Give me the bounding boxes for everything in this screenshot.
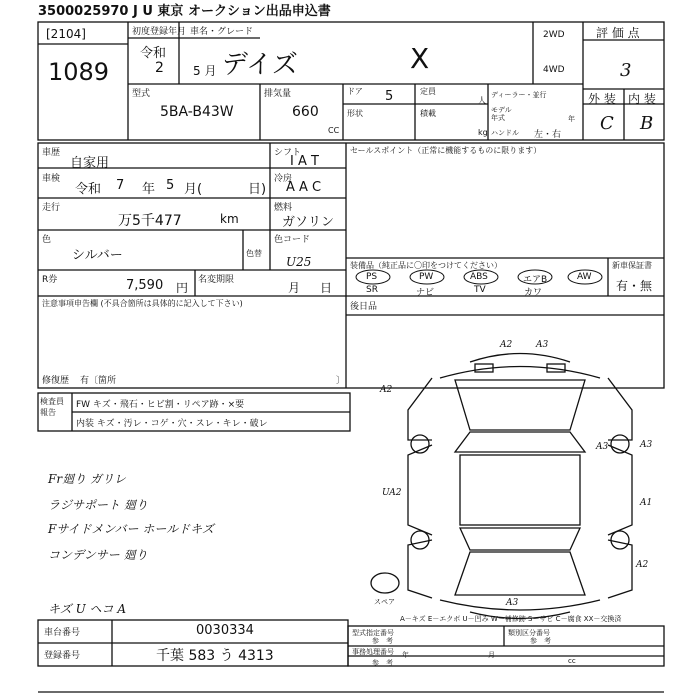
reference-label-2: 参 考 xyxy=(530,637,551,645)
handwritten-note-2: ラジサポート 廻り xyxy=(48,498,148,512)
handwritten-note-4: コンデンサー 廻り xyxy=(48,548,148,562)
load-label: 積載 xyxy=(420,109,436,118)
capacity-label: 定員 xyxy=(420,87,436,96)
equip-leather: カワ xyxy=(524,288,543,298)
chassis-label: 車台番号 xyxy=(44,628,81,638)
color-code: U25 xyxy=(286,255,312,269)
shape-label: 形状 xyxy=(347,109,363,118)
reference-label-1: 参 考 xyxy=(372,637,393,645)
inspection-month: 5 xyxy=(166,178,175,193)
equip-ps: PS xyxy=(366,272,378,282)
displacement-label: 排気量 xyxy=(264,89,292,99)
inspection-label: 車検 xyxy=(42,174,61,184)
car-name: デイズ xyxy=(222,50,298,80)
interior-grade: B xyxy=(640,113,654,134)
equip-sr: SR xyxy=(366,285,378,295)
plate-value: 千葉 583 う 4313 xyxy=(156,648,274,664)
r-ken-unit: 円 xyxy=(176,281,189,295)
usage-label: 車歴 xyxy=(42,148,61,158)
name-change-month: 月 xyxy=(288,281,301,295)
repair-close: 〕 xyxy=(336,376,346,386)
car-diagram xyxy=(371,354,632,619)
displacement-value: 660 xyxy=(292,104,319,120)
inspection-day-close: 日) xyxy=(248,182,267,197)
sales-point-label: セールスポイント（正常に機能するものに限ります） xyxy=(350,146,542,155)
diagram-mark: A2 xyxy=(636,560,649,570)
fuel-value: ガソリン xyxy=(282,215,335,230)
transmission-label: シフト xyxy=(274,148,302,158)
inspection-month-unit: 月( xyxy=(184,182,203,197)
registration-year: 2 xyxy=(155,60,164,76)
registration-label: 初度登録年月 xyxy=(132,27,187,37)
diagram-legend: A－キズ E－エクボ U－凹み W－補修跡 S－サビ C－腐食 XX－交換済 xyxy=(400,615,622,623)
kg-unit: kg xyxy=(478,128,488,137)
color-label: 色 xyxy=(42,235,52,245)
handwritten-note-3: Fサイドメンバー ホールドキズ xyxy=(48,522,214,536)
model-label: 型式 xyxy=(132,89,151,99)
diagram-mark: A1 xyxy=(640,498,653,508)
mileage-unit: km xyxy=(220,212,239,226)
doors-value: 5 xyxy=(385,89,394,104)
year-unit: 年 xyxy=(568,115,575,123)
diagram-mark: A3 xyxy=(640,440,653,450)
car-grade: X xyxy=(410,42,430,75)
diagram-mark: A2 xyxy=(380,385,393,395)
registration-month: 5 月 xyxy=(193,64,217,78)
cc-mark: cc xyxy=(568,657,576,665)
spare-label: スペア xyxy=(374,598,395,606)
diagram-mark: UA2 xyxy=(382,488,402,498)
exterior-grade: C xyxy=(600,113,614,134)
car-name-label: 車名・グレード xyxy=(190,27,254,37)
lot-number: 1089 xyxy=(48,58,110,86)
diagram-mark: A3 xyxy=(596,442,609,452)
usage-value: 自家用 xyxy=(70,156,110,171)
transmission-value: I A T xyxy=(290,154,319,169)
mileage-value: 万5千477 xyxy=(118,213,182,229)
type-designation-label: 型式指定番号 xyxy=(352,629,394,637)
year-mark: 年 xyxy=(402,651,409,659)
chassis-value: 0030334 xyxy=(196,623,254,638)
new-car-warranty-value: 有・無 xyxy=(616,279,653,293)
capacity-unit: 人 xyxy=(478,96,486,105)
name-change-day: 日 xyxy=(320,281,333,295)
inspection-year-unit: 年 xyxy=(142,182,156,197)
model-value: 5BA-B43W xyxy=(160,104,234,120)
diagram-mark: A3 xyxy=(536,340,549,350)
after-items-label: 後日品 xyxy=(350,302,378,312)
equip-aw: AW xyxy=(577,272,592,282)
model-year-label: モデル 年式 xyxy=(491,106,512,122)
handwritten-note-5: キズ U ヘコ A xyxy=(48,602,126,616)
r-ken-value: 7,590 xyxy=(126,278,164,293)
equip-airbag: エアB xyxy=(523,275,548,285)
month-mark: 月 xyxy=(488,651,495,659)
inspector-exterior-row: FW キズ・飛石・ヒビ割・リペア跡・×要 xyxy=(76,400,245,410)
aircon-value: A A C xyxy=(286,180,322,195)
office-number-label: 事務処理番号 xyxy=(352,648,394,656)
equip-navi: ナビ xyxy=(416,288,435,298)
inspector-label: 検査員 報告 xyxy=(40,397,64,417)
exterior-label: 外 装 xyxy=(588,92,616,106)
notes-label: 注意事項申告欄 (不具合箇所は具体的に記入して下さい) xyxy=(42,299,243,308)
name-change-label: 名変期限 xyxy=(198,275,235,285)
diagram-mark: A2 xyxy=(500,340,513,350)
color-code-label: 色コード xyxy=(274,235,311,245)
interior-label: 内 装 xyxy=(628,92,656,106)
mileage-label: 走行 xyxy=(42,203,61,213)
equip-tv: TV xyxy=(474,285,486,295)
inspector-interior-row: 内装 キズ・汚レ・コゲ・穴・スレ・キレ・破レ xyxy=(76,419,268,429)
drive-2wd: 2WD xyxy=(543,30,565,40)
equip-pw: PW xyxy=(419,272,434,282)
form-title: 3500025970 J U 東京 オークション出品申込書 xyxy=(38,4,331,19)
inspection-year: 7 xyxy=(116,178,125,193)
repair-value: 有〔箇所 xyxy=(80,376,117,386)
new-car-warranty-label: 新車保証書 xyxy=(612,261,652,270)
doors-label: ドア xyxy=(347,87,363,96)
handwritten-note-1: Fr廻り ガリレ xyxy=(48,472,126,486)
reference-label-3: 参 考 xyxy=(372,659,393,667)
color-swap-label: 色替 xyxy=(246,249,262,258)
dealer-label: ディーラー・並行 xyxy=(491,91,547,99)
drive-4wd: 4WD xyxy=(543,65,565,75)
rating-score: 3 xyxy=(620,60,632,81)
lot-code: [2104] xyxy=(46,27,86,41)
plate-label: 登録番号 xyxy=(44,651,81,661)
category-number-label: 類別区分番号 xyxy=(508,629,550,637)
diagram-mark: A3 xyxy=(506,598,519,608)
registration-era: 令和 xyxy=(140,46,167,61)
inspection-era: 令和 xyxy=(75,182,102,197)
equip-abs: ABS xyxy=(470,272,488,282)
repair-label: 修復歴 xyxy=(42,376,70,386)
r-ken-label: R券 xyxy=(42,275,58,285)
aircon-label: 冷房 xyxy=(274,174,293,184)
fuel-label: 燃料 xyxy=(274,203,293,213)
rating-label: 評 価 点 xyxy=(596,26,640,40)
color-value: シルバー xyxy=(72,248,123,263)
equipment-label: 装備品（純正品に〇印をつけてください） xyxy=(350,261,502,270)
handle-value: 左・右 xyxy=(534,130,562,140)
handle-label: ハンドル xyxy=(491,129,519,137)
cc-unit: CC xyxy=(328,126,340,135)
